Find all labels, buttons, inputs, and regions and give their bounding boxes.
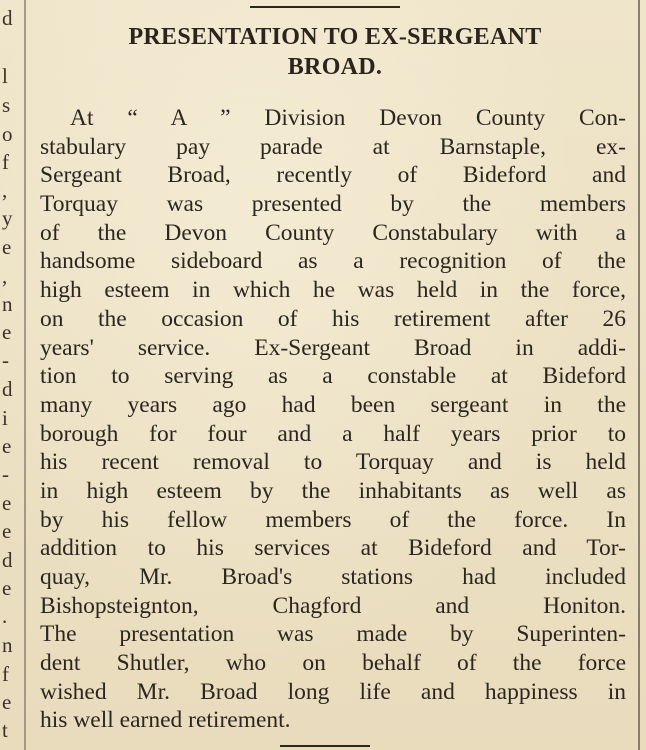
fragment-letter: t bbox=[2, 718, 8, 742]
body-line: tion to serving as a constable at Bideford bbox=[40, 363, 626, 390]
fragment-letter: e bbox=[2, 491, 12, 515]
body-line: many years ago had been sergeant in the bbox=[40, 391, 626, 418]
body-line: by his fellow members of the force. In bbox=[40, 506, 626, 533]
column-rule-right bbox=[638, 0, 640, 750]
body-line: addition to his services at Bideford and Tor- bbox=[40, 535, 626, 562]
fragment-letter: , bbox=[2, 264, 8, 288]
article-heading bbox=[40, 22, 630, 82]
fragment-letter: . bbox=[2, 604, 8, 628]
body-line: At “ A ” Division Devon County Con- bbox=[70, 105, 626, 131]
body-line: Sergeant Broad, recently of Bideford and bbox=[40, 162, 626, 189]
body-line: wished Mr. Broad long life and happiness in bbox=[40, 678, 626, 705]
fragment-letter: d bbox=[2, 377, 13, 401]
article-body bbox=[40, 104, 626, 735]
fragment-letter: i bbox=[2, 406, 8, 430]
bottom-rule bbox=[280, 745, 370, 747]
body-line: his well earned retirement. bbox=[40, 707, 291, 734]
body-line: quay, Mr. Broad's stations had included bbox=[40, 564, 626, 590]
body-line: in high esteem by the inhabitants as well as bbox=[40, 477, 626, 504]
fragment-letter: d bbox=[2, 548, 13, 572]
fragment-letter: f bbox=[2, 150, 9, 174]
fragment-letter: , bbox=[2, 178, 8, 202]
fragment-letter: e bbox=[2, 235, 12, 259]
fragment-letter: o bbox=[2, 122, 13, 146]
fragment-letter: e bbox=[2, 320, 12, 344]
body-line: Bishopsteignton, Chagford and Honiton. bbox=[40, 592, 626, 619]
body-line: borough for four and a half years prior to bbox=[40, 420, 626, 447]
fragment-letter: e bbox=[2, 519, 12, 543]
fragment-letter: s bbox=[2, 93, 11, 117]
body-line: dent Shutler, who on behalf of the force bbox=[40, 650, 626, 677]
fragment-letter: e bbox=[2, 690, 12, 714]
body-line: Torquay was presented by the members bbox=[40, 191, 626, 218]
body-line: of the Devon County Constabulary with a bbox=[40, 219, 626, 246]
heading-line: PRESENTATION TO EX-SERGEANT bbox=[128, 24, 542, 50]
adjacent-column-fragment bbox=[0, 0, 22, 750]
body-line: his recent removal to Torquay and is held bbox=[40, 449, 626, 476]
fragment-letter: e bbox=[2, 434, 12, 458]
body-line: stabulary pay parade at Barnstaple, ex- bbox=[40, 133, 626, 160]
fragment-letter: d bbox=[2, 6, 13, 30]
body-line: handsome sideboard as a recognition of the bbox=[40, 248, 626, 275]
fragment-letter: e bbox=[2, 576, 12, 600]
fragment-letter: - bbox=[2, 348, 9, 372]
fragment-letter: - bbox=[2, 462, 9, 486]
body-line: on the occasion of his retirement after 26 bbox=[40, 305, 626, 332]
body-line: high esteem in which he was held in the force, bbox=[40, 277, 626, 304]
body-line: The presentation was made by Superinten- bbox=[40, 621, 626, 648]
body-line: years' service. Ex-Sergeant Broad in addi- bbox=[40, 334, 626, 361]
fragment-letter: y bbox=[2, 206, 13, 230]
fragment-letter: f bbox=[2, 662, 9, 686]
top-rule bbox=[250, 6, 400, 8]
heading-line: BROAD. bbox=[287, 54, 383, 80]
fragment-letter: n bbox=[2, 292, 13, 316]
column-rule-left bbox=[24, 0, 26, 750]
fragment-letter: n bbox=[2, 633, 13, 657]
fragment-letter: l bbox=[2, 64, 8, 88]
